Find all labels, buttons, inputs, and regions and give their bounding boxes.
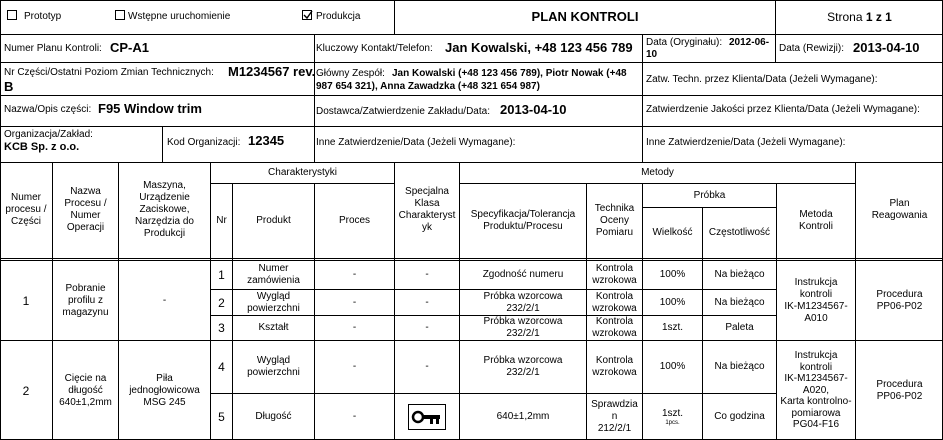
row-special: - [425,361,429,372]
checkbox-produkcja[interactable] [302,10,312,20]
col-nr: Nr [216,215,227,226]
row-size: 1szt. 1pcs. [661,407,684,426]
row-frequency: Co godzina [714,411,765,422]
row-size: 100% [659,269,686,280]
row-technique: Kontrola wzrokowa [592,290,637,314]
key-contact-label: Kluczowy Kontakt/Telefon: [316,43,433,54]
row-process: - [352,322,357,333]
part-number: M1234567 rev. [228,64,316,79]
row-nr: 4 [218,360,225,374]
row-size: 100% [659,296,686,308]
row-process: - [352,361,357,372]
plan-number-label: Numer Planu Kontroli: [4,43,102,54]
checkbox-prototyp[interactable] [7,10,17,20]
col-special-class: Specjalna Klasa Charakteryst yk [398,186,456,233]
group-2-control-method: Instrukcja kontroli IK-M1234567- A020, Karta kontrolno- pomiarowa PG04-F16 [780,350,852,431]
row-process: - [352,269,357,280]
customer-quality-label: Zatwierdzenie Jakości przez Klienta/Data (Jeżeli Wymagane): [646,104,920,115]
checkmark-icon [303,10,313,20]
group-1-process-number: 1 [22,293,30,308]
row-frequency: Na bieżąco [714,296,765,308]
row-special: - [425,269,429,280]
row-process: - [352,296,357,308]
row-frequency: Na bieżąco [714,361,765,372]
row-nr: 5 [218,410,225,424]
row-technique: Kontrola wzrokowa [592,355,637,378]
row-product: Długość [255,411,292,422]
row-product: Wygląd powierzchni [247,355,300,378]
key-icon [408,404,446,430]
col-spec: Specyfikacja/Tolerancja Produktu/Procesu [470,209,576,232]
row-spec: Próbka wzorcowa 232/2/1 [483,290,563,314]
row-spec: 640±1,2mm [496,411,550,422]
date-revision: 2013-04-10 [853,40,920,55]
date-revision-label: Data (Rewizji): [779,43,845,54]
col-product: Produkt [256,215,291,226]
col-reaction-plan: Plan Reagowania [871,198,928,221]
row-product: Kształt [258,322,289,333]
checkbox-label: Wstępne uruchomienie [128,11,231,22]
row-special [395,394,459,440]
col-process-number: Numer procesu / Części [5,192,47,227]
row-technique: Sprawdzia n 212/2/1 [591,399,638,434]
page-title: PLAN KONTROLI [531,9,639,24]
group-1-machine: - [162,294,167,306]
part-name: F95 Window trim [98,101,202,116]
row-nr: 3 [218,321,225,335]
row-special: - [425,322,429,333]
organization-label: Organizacja/Zakład: [4,129,93,140]
group-2-machine: Piła jednogłowicowa MSG 245 [129,372,200,408]
part-number-label: Nr Części/Ostatni Poziom Zmian Technicznych: [4,67,214,78]
col-process-name: Nazwa Procesu / Numer Operacji [64,186,107,233]
col-size: Wielkość [652,227,693,238]
row-size: 1szt. [661,322,684,333]
row-spec: Zgodność numeru [482,269,564,280]
date-original-label: Data (Oryginału): [646,37,723,48]
key-contact: Jan Kowalski, +48 123 456 789 [445,40,633,55]
row-product: Wygląd powierzchni [247,290,300,314]
row-spec: Próbka wzorcowa 232/2/1 [483,355,563,378]
date-original: 2012-06- [729,37,770,48]
group-2-process-name: Cięcie na długość 640±1,2mm [59,372,112,408]
row-technique: Kontrola wzrokowa [592,263,637,286]
row-spec: Próbka wzorcowa 232/2/1 [483,316,563,339]
col-methods: Metody [641,166,674,178]
row-size: 100% [659,361,686,372]
organization: KCB Sp. z o.o. [4,141,80,153]
supplier-approval-date: 2013-04-10 [500,102,567,117]
core-team-cont: 987 654 321), Anna Zawadzka (+48 321 654 987) [316,81,540,92]
checkbox-wstepne[interactable] [115,10,125,20]
org-code: 12345 [248,133,285,148]
group-1-control-method: Instrukcja kontroli IK-M1234567- A010 [784,276,848,324]
col-machine: Maszyna, Urządzenie Zaciskowe, Narzędzia do Produkcji [135,180,194,239]
part-number-cont: B [4,79,14,94]
checkbox-label: Produkcja [316,11,361,22]
row-frequency: Paleta [725,322,754,333]
row-nr: 1 [218,268,225,282]
core-team-label: Główny Zespół: [316,68,385,79]
row-technique: Kontrola wzrokowa [592,316,637,339]
supplier-approval-label: Dostawca/Zatwierdzenie Zakładu/Data: [316,106,490,117]
row-special: - [425,296,429,308]
part-name-label: Nazwa/Opis części: [4,104,92,115]
group-1-process-name: Pobranie profilu z magazynu [62,282,109,318]
row-process: - [352,411,357,422]
core-team: Jan Kowalski (+48 123 456 789), Piotr Nowak (+48 [392,68,627,79]
col-frequency: Częstotliwość [708,227,771,238]
row-product: Numer zamówienia [247,263,300,286]
group-2-process-number: 2 [22,383,30,398]
col-technique: Technika Oceny Pomiaru [594,203,635,238]
customer-engineering-label: Zatw. Techn. przez Klienta/Data (Jeżeli Wymagane): [646,74,878,85]
col-sample: Próbka [693,189,726,201]
col-control-method: Metoda Kontroli [799,209,833,232]
plan-number: CP-A1 [110,40,150,55]
other-approval-label: Inne Zatwierdzenie/Data (Jeżeli Wymagane): [646,137,846,148]
row-frequency: Na bieżąco [714,269,765,280]
col-characteristics: Charakterystyki [268,166,337,178]
col-process: Proces [338,215,371,226]
org-code-label: Kod Organizacji: [167,137,241,148]
page-indicator: Strona 1 z 1 [827,10,892,24]
date-original-cont: 10 [646,49,658,60]
checkbox-label: Prototyp [24,11,62,22]
group-2-reaction-plan: Procedura PP06-P02 [876,378,923,402]
group-1-reaction-plan: Procedura PP06-P02 [876,288,923,312]
other-approval-label: Inne Zatwierdzenie/Data (Jeżeli Wymagane): [316,137,516,148]
row-nr: 2 [218,295,225,310]
